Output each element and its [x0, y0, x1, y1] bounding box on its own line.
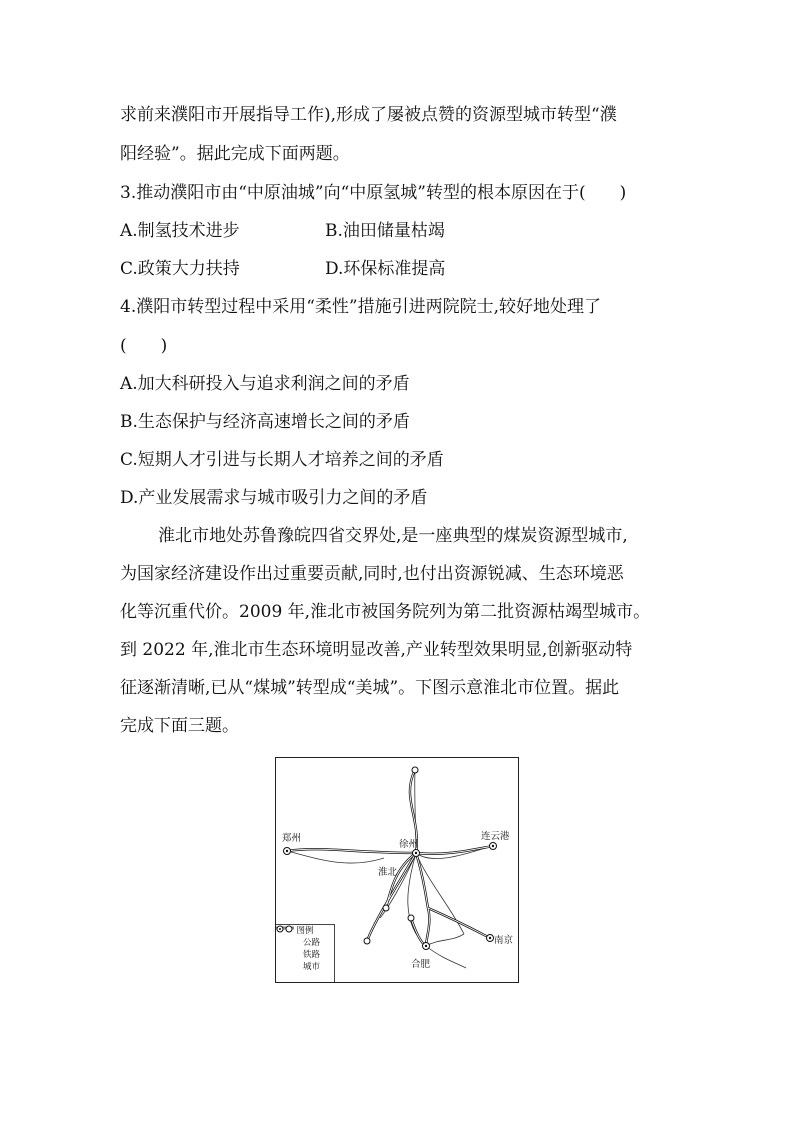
paragraph-2-line-3: 化等沉重代价。2009 年,淮北市被国务院列为第二批资源枯竭型城市。: [120, 602, 651, 622]
question-4-answer-paren: ( ): [120, 336, 168, 356]
label-xuzhou: 徐州: [399, 839, 419, 850]
paragraph-2-line-2: 为国家经济建设作出过重要贡献,同时,也付出资源锐减、生态环境恶: [120, 564, 624, 584]
label-hefei: 合肥: [411, 959, 431, 970]
question-3-option-d: D.环保标准提高: [325, 259, 446, 279]
question-3-stem: 3.推动濮阳市由“中原油城”向“中原氢城”转型的根本原因在于( ): [120, 183, 627, 203]
paragraph-2-line-1: 淮北市地处苏鲁豫皖四省交界处,是一座典型的煤炭资源型城市,: [158, 526, 628, 546]
label-nanjing: 南京: [494, 935, 514, 946]
question-3-option-b: B.油田储量枯竭: [325, 221, 445, 241]
paragraph-1-line-1: 求前来濮阳市开展指导工作),形成了屡被点赞的资源型城市转型“濮: [120, 105, 617, 125]
label-lianyungang: 连云港: [481, 831, 510, 842]
railway-inner: [287, 770, 493, 946]
legend-row-railway: [276, 949, 334, 961]
city-marker-b: [364, 938, 370, 944]
railways: [287, 770, 493, 946]
question-4-option-c: C.短期人才引进与长期人才培养之间的矛盾: [120, 450, 444, 470]
city-marker-a: [383, 905, 389, 911]
question-4-option-d: D.产业发展需求与城市吸引力之间的矛盾: [120, 488, 428, 508]
label-huaibei: 淮北: [378, 867, 398, 878]
city-marker-north: [412, 767, 418, 773]
legend-title: 图例: [296, 926, 314, 936]
city-marker-c: [408, 915, 414, 921]
paragraph-1-line-2: 阳经验”。据此完成下面两题。: [120, 144, 350, 164]
question-3-option-c: C.政策大力扶持: [120, 259, 240, 279]
legend-row-city: [276, 961, 334, 973]
map-legend: [276, 924, 335, 982]
question-3-options-row-1: [120, 220, 240, 242]
question-3-option-a: A.制氢技术进步: [120, 221, 240, 241]
paragraph-2-line-5: 征逐渐清晰,已从“煤城”转型成“美城”。下图示意淮北市位置。据此: [120, 678, 620, 698]
legend-city-label: 城市: [303, 962, 321, 972]
legend-road-label: 公路: [303, 938, 321, 948]
legend-railway-label: 铁路: [303, 950, 321, 960]
label-zhengzhou: 郑州: [282, 833, 302, 844]
question-4-option-a: A.加大科研投入与追求利润之间的矛盾: [120, 374, 410, 394]
paragraph-2-line-6: 完成下面三题。: [120, 716, 239, 736]
question-4-option-b: B.生态保护与经济高速增长之间的矛盾: [120, 412, 410, 432]
legend-row-road: [276, 937, 334, 949]
question-4-stem: 4.濮阳市转型过程中采用“柔性”措施引进两院院士,较好地处理了: [120, 297, 602, 317]
paragraph-2-line-4: 到 2022 年,淮北市生态环境明显改善,产业转型效果明显,创新驱动特: [120, 640, 633, 660]
huaibei-location-map: [275, 757, 519, 983]
